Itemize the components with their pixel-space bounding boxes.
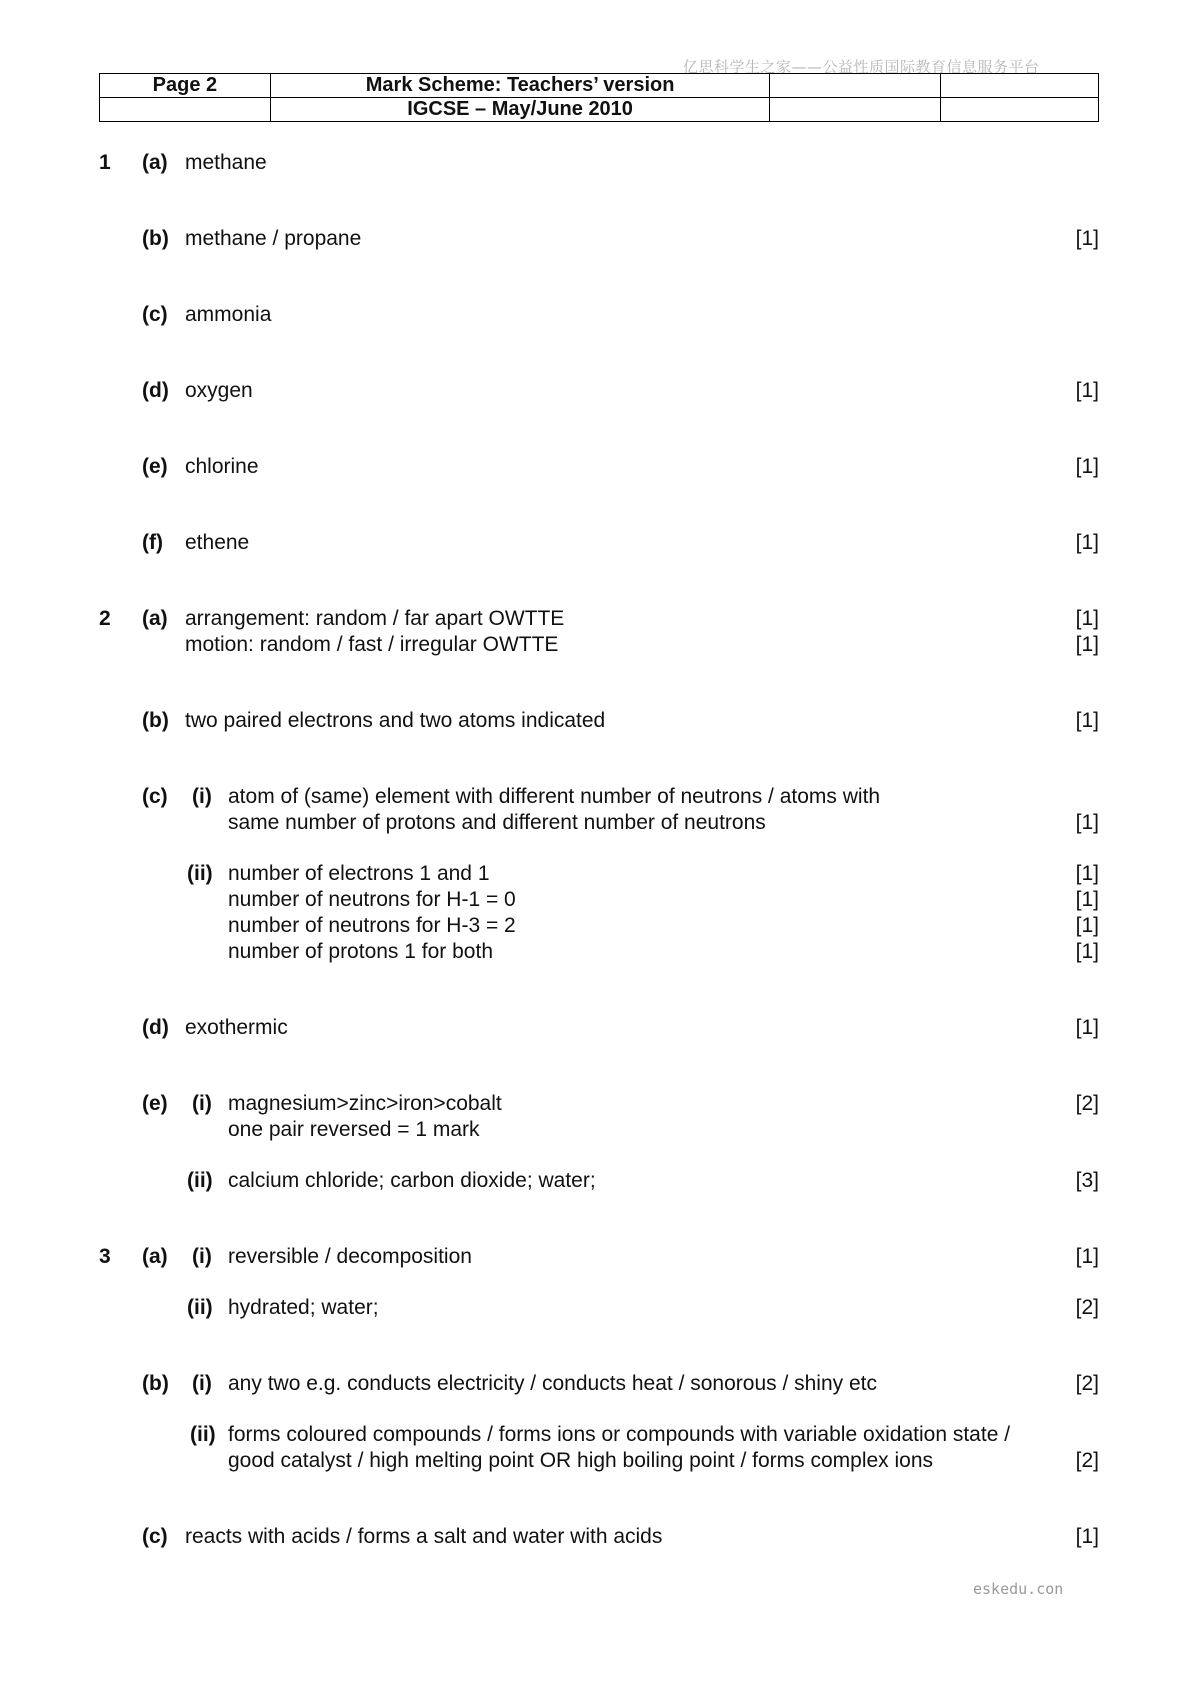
mark-value: [2] <box>1075 1449 1099 1472</box>
mark-value: [1] <box>1075 379 1099 402</box>
mark-value: [2] <box>1075 1296 1099 1319</box>
subpart-label: (i) <box>192 785 212 808</box>
question-number: 2 <box>99 607 111 630</box>
subpart-label: (ii) <box>187 1296 213 1319</box>
mark-value: [1] <box>1075 633 1099 656</box>
part-label: (b) <box>142 1372 169 1395</box>
mark-value: [1] <box>1075 914 1099 937</box>
mark-value: [1] <box>1075 531 1099 554</box>
mark-value: [1] <box>1075 1245 1099 1268</box>
mark-value: [1] <box>1075 1016 1099 1039</box>
subpart-label: (i) <box>192 1092 212 1115</box>
part-label: (b) <box>142 709 169 732</box>
header-table <box>99 73 1099 122</box>
part-label: (a) <box>142 607 168 630</box>
header-empty-cell <box>770 98 941 122</box>
answer-text: methane / propane <box>185 227 362 250</box>
answer-text: good catalyst / high melting point OR high boiling point / forms complex ions <box>228 1449 934 1472</box>
mark-value: [2] <box>1075 1092 1099 1115</box>
answer-text: atom of (same) element with different number of neutrons / atoms with <box>228 785 881 808</box>
mark-value: [1] <box>1075 455 1099 478</box>
part-label: (d) <box>142 1016 169 1039</box>
part-label: (e) <box>142 455 168 478</box>
part-label: (d) <box>142 379 169 402</box>
part-label: (c) <box>142 785 168 808</box>
answer-text: forms coloured compounds / forms ions or compounds with variable oxidation state / <box>228 1423 1011 1446</box>
subpart-label: (i) <box>192 1372 212 1395</box>
answer-text: any two e.g. conducts electricity / conducts heat / sonorous / shiny etc <box>228 1372 878 1395</box>
mark-value: [1] <box>1075 1525 1099 1548</box>
answer-text: oxygen <box>185 379 253 402</box>
header-empty-cell <box>941 98 1099 122</box>
answer-text: chlorine <box>185 455 259 478</box>
mark-value: [1] <box>1075 862 1099 885</box>
subpart-label: (ii) <box>187 1169 213 1192</box>
mark-value: [1] <box>1075 607 1099 630</box>
header-empty-cell <box>770 74 941 98</box>
answer-text: magnesium>zinc>iron>cobalt <box>228 1092 502 1115</box>
mark-value: [1] <box>1075 811 1099 834</box>
exam-session: IGCSE – May/June 2010 <box>270 98 770 122</box>
header-empty-cell <box>941 74 1099 98</box>
mark-value: [1] <box>1075 227 1099 250</box>
answer-text: methane <box>185 151 267 174</box>
answer-text: number of neutrons for H-1 = 0 <box>228 888 516 911</box>
answer-text: number of electrons 1 and 1 <box>228 862 490 885</box>
watermark-top: 亿思科学生之家——公益性质国际教育信息服务平台 <box>683 58 1040 76</box>
answer-text: one pair reversed = 1 mark <box>228 1118 480 1141</box>
subpart-label: (i) <box>192 1245 212 1268</box>
part-label: (a) <box>142 1245 168 1268</box>
mark-value: [3] <box>1075 1169 1099 1192</box>
document-title: Mark Scheme: Teachers’ version <box>270 74 770 98</box>
answer-text: reversible / decomposition <box>228 1245 472 1268</box>
answer-text: ammonia <box>185 303 272 326</box>
answer-text: same number of protons and different number of neutrons <box>228 811 766 834</box>
answer-text: hydrated; water; <box>228 1296 379 1319</box>
answer-text: number of neutrons for H-3 = 2 <box>228 914 516 937</box>
answer-text: motion: random / fast / irregular OWTTE <box>185 633 559 656</box>
mark-value: [1] <box>1075 888 1099 911</box>
mark-value: [1] <box>1075 709 1099 732</box>
subpart-label: (ii) <box>187 862 213 885</box>
answer-text: reacts with acids / forms a salt and water with acids <box>185 1525 663 1548</box>
answer-text: number of protons 1 for both <box>228 940 493 963</box>
part-label: (f) <box>142 531 163 554</box>
answer-text: arrangement: random / far apart OWTTE <box>185 607 565 630</box>
answer-text: exothermic <box>185 1016 288 1039</box>
watermark-bottom: eskedu.con <box>973 1580 1064 1598</box>
question-number: 1 <box>99 151 111 174</box>
subpart-label: (ii) <box>190 1423 216 1446</box>
mark-value: [1] <box>1075 940 1099 963</box>
answer-text: calcium chloride; carbon dioxide; water; <box>228 1169 596 1192</box>
part-label: (c) <box>142 1525 168 1548</box>
part-label: (c) <box>142 303 168 326</box>
question-number: 3 <box>99 1245 111 1268</box>
part-label: (a) <box>142 151 168 174</box>
page-number: Page 2 <box>100 74 271 98</box>
part-label: (b) <box>142 227 169 250</box>
header-empty-cell <box>100 98 271 122</box>
mark-value: [2] <box>1075 1372 1099 1395</box>
answer-text: two paired electrons and two atoms indicated <box>185 709 606 732</box>
part-label: (e) <box>142 1092 168 1115</box>
answer-text: ethene <box>185 531 250 554</box>
